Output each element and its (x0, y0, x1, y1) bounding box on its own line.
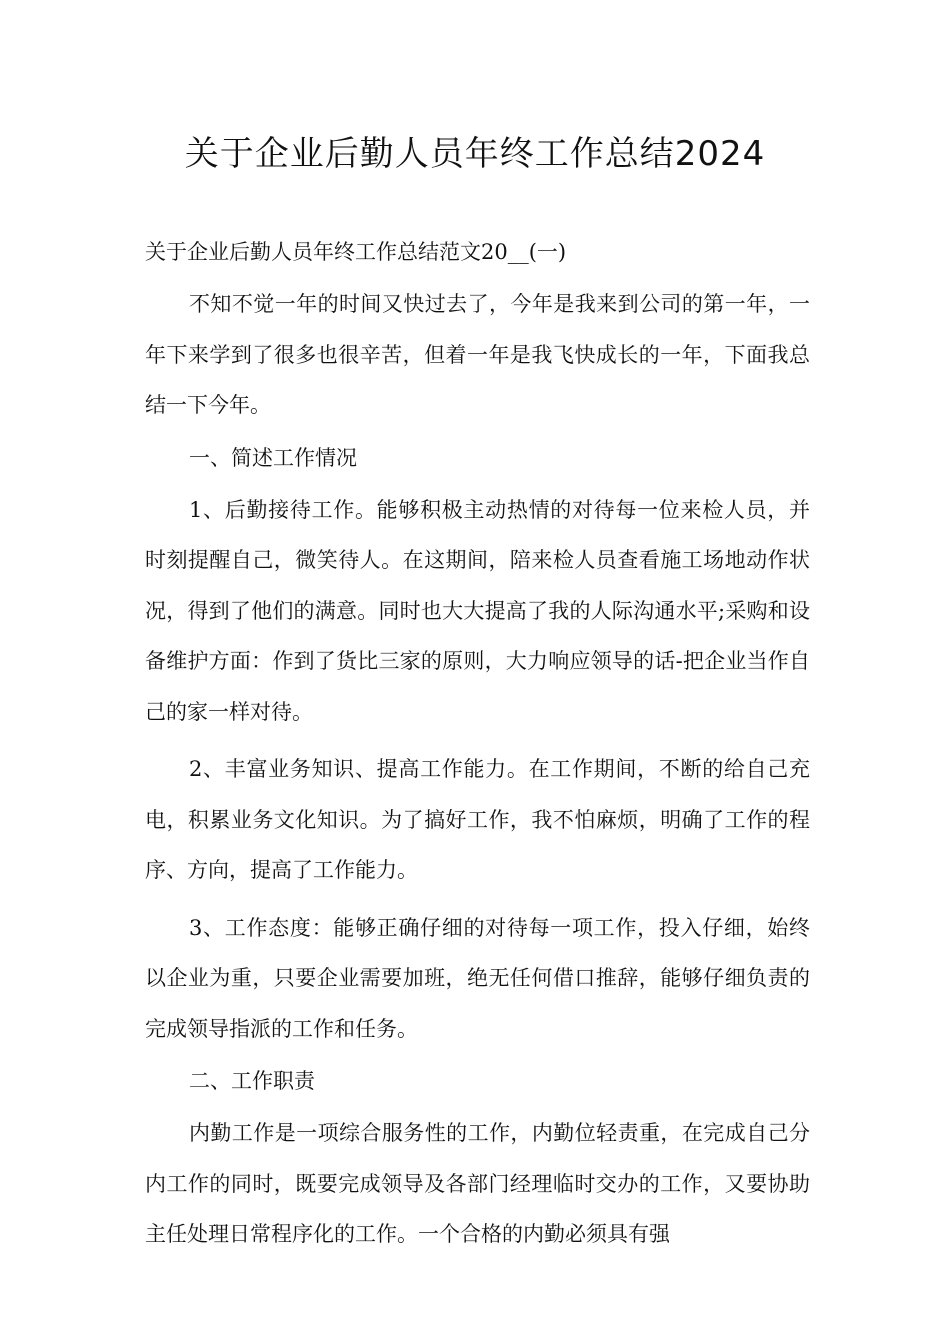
paragraph-intro: 不知不觉一年的时间又快过去了，今年是我来到公司的第一年，一年下来学到了很多也很辛苦，但着一年是我飞快成长的一年，下面我总结一下今年。 (145, 292, 810, 417)
document-subtitle: 关于企业后勤人员年终工作总结范文20__(一) (145, 240, 567, 264)
section-heading-1: 一、简述工作情况 (189, 445, 357, 470)
document-body (145, 232, 810, 1267)
section-heading-2: 二、工作职责 (189, 1069, 315, 1093)
paragraph-duties: 内勤工作是一项综合服务性的工作，内勤位轻责重，在完成自己分内工作的同时，既要完成领导及各部门经理临时交办的工作，又要协助主任处理日常程序化的工作。一个合格的内勤必须具有强 (145, 1121, 810, 1246)
paragraph-item-3: 3、工作态度：能够正确仔细的对待每一项工作，投入仔细，始终以企业为重，只要企业需要加班，绝无任何借口推辞，能够仔细负责的完成领导指派的工作和任务。 (145, 915, 810, 1041)
document-title: 关于企业后勤人员年终工作总结2024 (184, 134, 766, 174)
paragraph-item-2: 2、丰富业务知识、提高工作能力。在工作期间，不断的给自己充电，积累业务文化知识。为了搞好工作，我不怕麻烦，明确了工作的程序、方向，提高了工作能力。 (145, 757, 810, 882)
paragraph-item-1: 1、后勤接待工作。能够积极主动热情的对待每一位来检人员，并时刻提醒自己，微笑待人。在这期间，陪来检人员查看施工场地动作状况，得到了他们的满意。同时也大大提高了我的人际沟通水平;采购和设备维护方面：作到了货比三家的原则，大力响应领导的话-把企业当作自己的家一样对待。 (145, 497, 810, 724)
